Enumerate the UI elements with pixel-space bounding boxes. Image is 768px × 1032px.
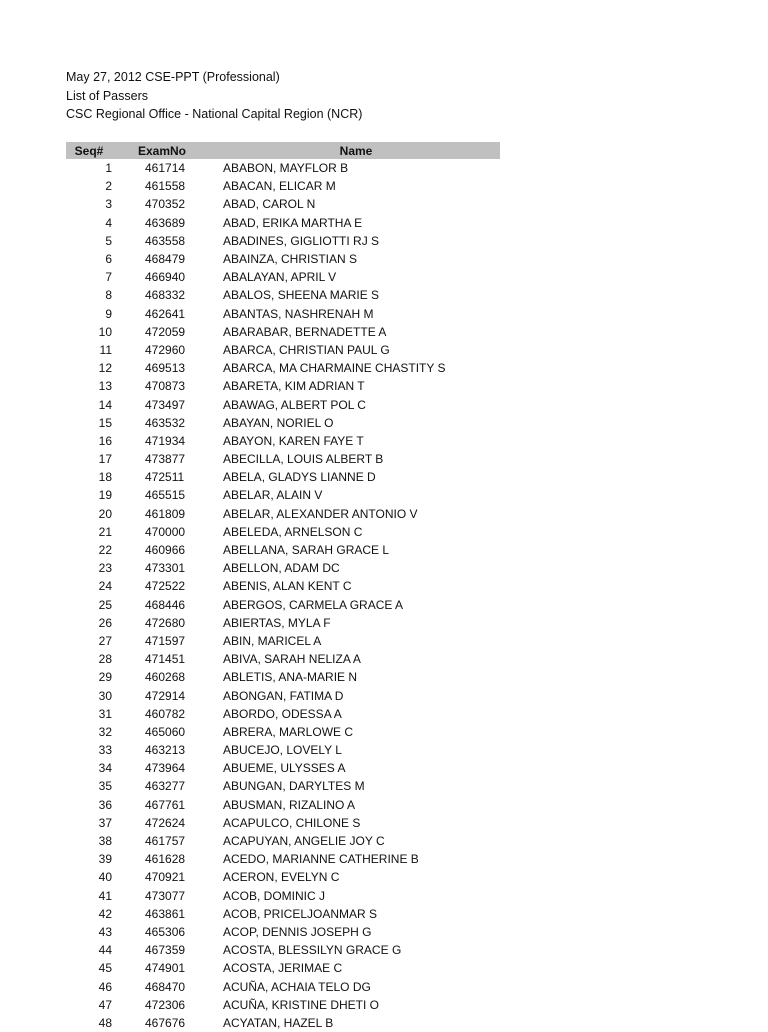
examno-cell: 470000 — [145, 524, 186, 539]
examno-cell: 471597 — [145, 633, 186, 648]
table-row — [66, 905, 500, 923]
seq-cell: 44 — [98, 943, 112, 958]
table-row — [66, 996, 500, 1014]
table-row — [66, 887, 500, 905]
name-cell: ABAD, ERIKA MARTHA E — [223, 215, 363, 230]
table-row — [66, 977, 500, 995]
name-cell: ABALAYAN, APRIL V — [223, 270, 337, 285]
seq-cell: 43 — [98, 924, 112, 939]
seq-cell: 24 — [98, 579, 112, 594]
examno-cell: 473877 — [145, 452, 186, 467]
name-cell: ABUCEJO, LOVELY L — [223, 743, 342, 758]
name-cell: ABECILLA, LOUIS ALBERT B — [223, 452, 384, 467]
table-row — [66, 1014, 500, 1032]
seq-cell: 25 — [98, 597, 112, 612]
seq-cell: 27 — [98, 633, 112, 648]
document-header — [66, 68, 362, 124]
name-cell: ABARETA, KIM ADRIAN T — [223, 379, 365, 394]
name-cell: ACOSTA, JERIMAE C — [223, 961, 343, 976]
table-row — [66, 577, 500, 595]
examno-cell: 473497 — [145, 397, 186, 412]
table-row — [66, 523, 500, 541]
name-cell: ABERGOS, CARMELA GRACE A — [223, 597, 404, 612]
table-row — [66, 359, 500, 377]
table-row — [66, 596, 500, 614]
seq-cell: 46 — [98, 979, 112, 994]
name-cell: ACUÑA, ACHAIA TELO DG — [223, 979, 371, 994]
name-cell: ACOSTA, BLESSILYN GRACE G — [223, 943, 402, 958]
table-row — [66, 959, 500, 977]
examno-cell: 472680 — [145, 615, 186, 630]
examno-cell: 468470 — [145, 979, 186, 994]
examno-cell: 472522 — [145, 579, 186, 594]
seq-cell: 26 — [98, 615, 112, 630]
seq-cell: 32 — [98, 724, 112, 739]
seq-cell: 45 — [98, 961, 112, 976]
seq-cell: 29 — [98, 670, 112, 685]
examno-cell: 466940 — [145, 270, 186, 285]
examno-cell: 473077 — [145, 888, 186, 903]
column-header-examno: ExamNo — [137, 143, 187, 158]
seq-cell: 10 — [98, 324, 112, 339]
name-cell: ACUÑA, KRISTINE DHETI O — [223, 997, 380, 1012]
table-row — [66, 377, 500, 395]
table-row — [66, 395, 500, 413]
examno-cell: 472306 — [145, 997, 186, 1012]
table-row — [66, 614, 500, 632]
table-row — [66, 668, 500, 686]
seq-cell: 37 — [98, 815, 112, 830]
name-cell: ABADINES, GIGLIOTTI RJ S — [223, 233, 380, 248]
table-row — [66, 250, 500, 268]
table-body — [66, 159, 500, 1032]
name-cell: ABELEDA, ARNELSON C — [223, 524, 363, 539]
table-row — [66, 777, 500, 795]
column-header-name: Name — [339, 143, 373, 158]
examno-cell: 463213 — [145, 743, 186, 758]
seq-cell: 38 — [98, 834, 112, 849]
seq-cell: 40 — [98, 870, 112, 885]
table-row — [66, 559, 500, 577]
examno-cell: 474901 — [145, 961, 186, 976]
table-row — [66, 432, 500, 450]
examno-cell: 468446 — [145, 597, 186, 612]
examno-cell: 461714 — [145, 161, 186, 176]
seq-cell: 2 — [105, 179, 112, 194]
table-row — [66, 232, 500, 250]
name-cell: ACERON, EVELYN C — [223, 870, 340, 885]
table-row — [66, 723, 500, 741]
examno-cell: 460268 — [145, 670, 186, 685]
examno-cell: 469513 — [145, 361, 186, 376]
table-row — [66, 541, 500, 559]
seq-cell: 3 — [105, 197, 112, 212]
examno-cell: 461809 — [145, 506, 186, 521]
seq-cell: 19 — [98, 488, 112, 503]
passers-table — [66, 142, 500, 1032]
name-cell: ABIN, MARICEL A — [223, 633, 322, 648]
name-cell: ABAWAG, ALBERT POL C — [223, 397, 366, 412]
seq-cell: 21 — [98, 524, 112, 539]
table-row — [66, 414, 500, 432]
name-cell: ACAPULCO, CHILONE S — [223, 815, 361, 830]
name-cell: ABAYON, KAREN FAYE T — [223, 433, 364, 448]
examno-cell: 470873 — [145, 379, 186, 394]
seq-cell: 42 — [98, 906, 112, 921]
name-cell: ACOB, PRICELJOANMAR S — [223, 906, 378, 921]
name-cell: ABARABAR, BERNADETTE A — [223, 324, 387, 339]
table-row — [66, 214, 500, 232]
seq-cell: 17 — [98, 452, 112, 467]
seq-cell: 9 — [105, 306, 112, 321]
seq-cell: 39 — [98, 852, 112, 867]
seq-cell: 36 — [98, 797, 112, 812]
table-row — [66, 796, 500, 814]
name-cell: ABENIS, ALAN KENT C — [223, 579, 352, 594]
seq-cell: 16 — [98, 433, 112, 448]
table-row — [66, 941, 500, 959]
name-cell: ABALOS, SHEENA MARIE S — [223, 288, 380, 303]
seq-cell: 6 — [105, 252, 112, 267]
seq-cell: 7 — [105, 270, 112, 285]
examno-cell: 467359 — [145, 943, 186, 958]
examno-cell: 461558 — [145, 179, 186, 194]
table-row — [66, 159, 500, 177]
name-cell: ACEDO, MARIANNE CATHERINE B — [223, 852, 419, 867]
examno-cell: 472960 — [145, 342, 186, 357]
seq-cell: 47 — [98, 997, 112, 1012]
table-row — [66, 505, 500, 523]
seq-cell: 13 — [98, 379, 112, 394]
table-row — [66, 741, 500, 759]
examno-cell: 460966 — [145, 543, 186, 558]
name-cell: ABELLANA, SARAH GRACE L — [223, 543, 390, 558]
examno-cell: 463277 — [145, 779, 186, 794]
table-row — [66, 832, 500, 850]
table-row — [66, 814, 500, 832]
table-row — [66, 468, 500, 486]
name-cell: ABARCA, CHRISTIAN PAUL G — [223, 342, 390, 357]
seq-cell: 5 — [105, 233, 112, 248]
list-title: List of Passers — [66, 88, 148, 103]
examno-cell: 463689 — [145, 215, 186, 230]
exam-title: May 27, 2012 CSE-PPT (Professional) — [66, 70, 280, 84]
examno-cell: 465515 — [145, 488, 186, 503]
examno-cell: 472624 — [145, 815, 186, 830]
seq-cell: 4 — [105, 215, 112, 230]
seq-cell: 35 — [98, 779, 112, 794]
name-cell: ABANTAS, NASHRENAH M — [223, 306, 374, 321]
name-cell: ABUEME, ULYSSES A — [223, 761, 346, 776]
examno-cell: 468332 — [145, 288, 186, 303]
examno-cell: 461628 — [145, 852, 186, 867]
seq-cell: 41 — [98, 888, 112, 903]
seq-cell: 18 — [98, 470, 112, 485]
table-row — [66, 268, 500, 286]
name-cell: ACOP, DENNIS JOSEPH G — [223, 924, 372, 939]
seq-cell: 28 — [98, 652, 112, 667]
seq-cell: 31 — [98, 706, 112, 721]
name-cell: ABAINZA, CHRISTIAN S — [223, 252, 358, 267]
table-row — [66, 450, 500, 468]
seq-cell: 12 — [98, 361, 112, 376]
table-row — [66, 705, 500, 723]
table-header — [66, 142, 500, 159]
table-row — [66, 195, 500, 213]
examno-cell: 470921 — [145, 870, 186, 885]
table-row — [66, 632, 500, 650]
examno-cell: 471934 — [145, 433, 186, 448]
examno-cell: 462641 — [145, 306, 186, 321]
name-cell: ABAD, CAROL N — [223, 197, 316, 212]
table-row — [66, 650, 500, 668]
seq-cell: 34 — [98, 761, 112, 776]
name-cell: ABELAR, ALEXANDER ANTONIO V — [223, 506, 418, 521]
name-cell: ABAYAN, NORIEL O — [223, 415, 334, 430]
name-cell: ACYATAN, HAZEL B — [223, 1015, 334, 1030]
table-row — [66, 923, 500, 941]
seq-cell: 22 — [98, 543, 112, 558]
examno-cell: 467676 — [145, 1015, 186, 1030]
examno-cell: 472914 — [145, 688, 186, 703]
table-row — [66, 759, 500, 777]
name-cell: ACAPUYAN, ANGELIE JOY C — [223, 834, 385, 849]
examno-cell: 472511 — [145, 470, 185, 485]
examno-cell: 470352 — [145, 197, 186, 212]
seq-cell: 48 — [98, 1015, 112, 1030]
table-row — [66, 850, 500, 868]
name-cell: ACOB, DOMINIC J — [223, 888, 326, 903]
examno-cell: 465306 — [145, 924, 186, 939]
examno-cell: 468479 — [145, 252, 186, 267]
examno-cell: 471451 — [145, 652, 186, 667]
name-cell: ABABON, MAYFLOR B — [223, 161, 349, 176]
table-row — [66, 323, 500, 341]
seq-cell: 23 — [98, 561, 112, 576]
column-header-seq: Seq# — [74, 143, 104, 158]
examno-cell: 473301 — [145, 561, 186, 576]
seq-cell: 33 — [98, 743, 112, 758]
table-row — [66, 868, 500, 886]
examno-cell: 467761 — [145, 797, 186, 812]
name-cell: ABLETIS, ANA-MARIE N — [223, 670, 358, 685]
name-cell: ABARCA, MA CHARMAINE CHASTITY S — [223, 361, 446, 376]
examno-cell: 461757 — [145, 834, 186, 849]
examno-cell: 473964 — [145, 761, 186, 776]
seq-cell: 30 — [98, 688, 112, 703]
name-cell: ABELA, GLADYS LIANNE D — [223, 470, 376, 485]
table-row — [66, 286, 500, 304]
seq-cell: 11 — [99, 342, 112, 357]
table-row — [66, 686, 500, 704]
seq-cell: 8 — [105, 288, 112, 303]
seq-cell: 20 — [98, 506, 112, 521]
name-cell: ABORDO, ODESSA A — [223, 706, 342, 721]
name-cell: ABELLON, ADAM DC — [223, 561, 340, 576]
name-cell: ABACAN, ELICAR M — [223, 179, 336, 194]
table-row — [66, 177, 500, 195]
examno-cell: 463558 — [145, 233, 186, 248]
seq-cell: 15 — [98, 415, 112, 430]
examno-cell: 463532 — [145, 415, 186, 430]
name-cell: ABUSMAN, RIZALINO A — [223, 797, 356, 812]
name-cell: ABELAR, ALAIN V — [223, 488, 323, 503]
name-cell: ABIERTAS, MYLA F — [223, 615, 331, 630]
name-cell: ABONGAN, FATIMA D — [223, 688, 344, 703]
name-cell: ABIVA, SARAH NELIZA A — [223, 652, 361, 667]
table-row — [66, 341, 500, 359]
table-row — [66, 305, 500, 323]
examno-cell: 472059 — [145, 324, 186, 339]
office-title: CSC Regional Office - National Capital Region (NCR) — [66, 107, 363, 121]
table-row — [66, 486, 500, 504]
examno-cell: 460782 — [145, 706, 186, 721]
name-cell: ABRERA, MARLOWE C — [223, 724, 354, 739]
examno-cell: 463861 — [145, 906, 186, 921]
seq-cell: 1 — [105, 161, 112, 176]
seq-cell: 14 — [98, 397, 112, 412]
examno-cell: 465060 — [145, 724, 186, 739]
name-cell: ABUNGAN, DARYLTES M — [223, 779, 365, 794]
